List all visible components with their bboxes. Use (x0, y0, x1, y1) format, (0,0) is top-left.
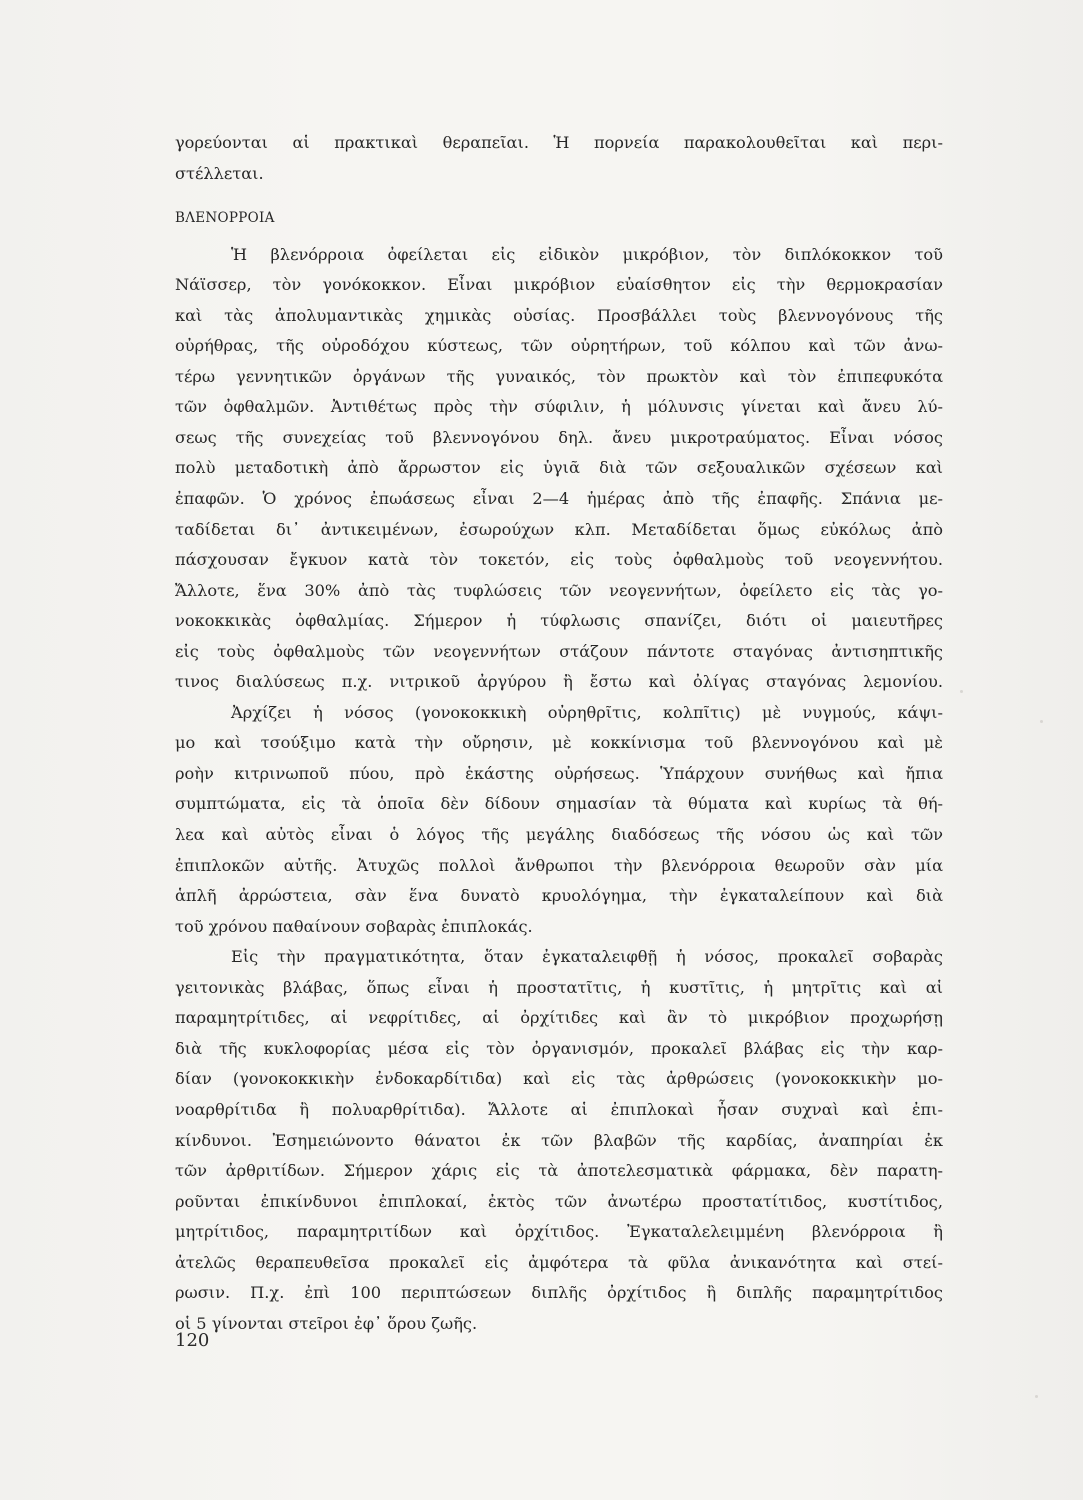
text-line: σεως τῆς συνεχείας τοῦ βλεννογόνου δηλ. ἄνευ μικροτραύματος. Εἶναι νόσος (175, 427, 943, 447)
text-line: τῶν ἀρθριτίδων. Σήμερον χάρις εἰς τὰ ἀποτελεσματικὰ φάρμακα, δὲν παρατη- (175, 1161, 943, 1181)
text-line: ἁπλῆ ἀρρώστεια, σὰν ἕνα δυνατὸ κρυολόγημα, τὴν ἐγκαταλείπουν καὶ διὰ (175, 886, 943, 906)
text-line: λεα καὶ αὐτὸς εἶναι ὁ λόγος τῆς μεγάλης διαδόσεως τῆς νόσου ὡς καὶ τῶν (175, 825, 943, 845)
text-line: μο καὶ τσούξιμο κατὰ τὴν οὔρησιν, μὲ κοκκίνισμα τοῦ βλεννογόνου καὶ μὲ (175, 733, 943, 753)
paragraph-3 (175, 942, 943, 1339)
text-line: Νάϊσσερ, τὸν γονόκοκκον. Εἶναι μικρόβιον εὐαίσθητον εἰς τὴν θερμοκρασίαν (175, 275, 943, 295)
paragraph-2 (175, 698, 943, 942)
paper-speck (960, 690, 963, 693)
text-line: ἐπιπλοκῶν αὐτῆς. Ἀτυχῶς πολλοὶ ἄνθρωποι τὴν βλενόρροια θεωροῦν σὰν μία (175, 855, 943, 875)
paper-speck (1035, 1395, 1038, 1398)
paragraph-1 (175, 240, 943, 698)
text-line: τοῦ χρόνου παθαίνουν σοβαρὰς ἐπιπλοκάς. (175, 916, 533, 936)
text-line: τέρω γεννητικῶν ὀργάνων τῆς γυναικός, τὸν πρωκτὸν καὶ τὸν ἐπιπεφυκότα (175, 366, 943, 386)
text-line: ρωσιν. Π.χ. ἐπὶ 100 περιπτώσεων διπλῆς ὀρχίτιδος ἢ διπλῆς παραμητρίτιδος (175, 1283, 943, 1303)
text-line: ροὴν κιτρινωποῦ πύου, πρὸ ἑκάστης οὐρήσεως. Ὑπάρχουν συνήθως καὶ ἤπια (175, 763, 943, 783)
text-line: οἱ 5 γίνονται στεῖροι ἐφ᾿ ὅρου ζωῆς. (175, 1313, 478, 1333)
section-heading: ΒΛΕΝΟΡΡΟΙΑ (175, 210, 275, 227)
intro-paragraph (175, 128, 943, 189)
text-line: μητρίτιδος, παραμητριτίδων καὶ ὀρχίτιδος. Ἐγκαταλελειμμένη βλενόρροια ἢ (175, 1222, 943, 1242)
text-line: Ἄλλοτε, ἕνα 30% ἀπὸ τὰς τυφλώσεις τῶν νεογεννήτων, ὀφείλετο εἰς τὰς γο- (175, 580, 943, 600)
text-line: ἀτελῶς θεραπευθεῖσα προκαλεῖ εἰς ἀμφότερα τὰ φῦλα ἀνικανότητα καὶ στεί- (175, 1252, 943, 1272)
page-number: 120 (175, 1330, 210, 1351)
text-line: νοαρθρίτιδα ἢ πολυαρθρίτιδα). Ἄλλοτε αἱ ἐπιπλοκαὶ ἦσαν συχναὶ καὶ ἐπι- (175, 1099, 943, 1119)
text-line: τῶν ὀφθαλμῶν. Ἀντιθέτως πρὸς τὴν σύφιλιν, ἡ μόλυνσις γίνεται καὶ ἄνευ λύ- (175, 397, 943, 417)
text-line: ροῦνται ἐπικίνδυνοι ἐπιπλοκαί, ἐκτὸς τῶν ἀνωτέρω προστατίτιδος, κυστίτιδος, (175, 1191, 943, 1211)
page-body-text (175, 128, 943, 1339)
text-line: τινος διαλύσεως π.χ. νιτρικοῦ ἀργύρου ἢ ἔστω καὶ ὀλίγας σταγόνας λεμονίου. (175, 672, 943, 692)
text-line: καὶ τὰς ἀπολυμαντικὰς χημικὰς οὐσίας. Προσβάλλει τοὺς βλεννογόνους τῆς (175, 305, 943, 325)
text-line: γορεύονται αἱ πρακτικαὶ θεραπεῖαι. Ἡ πορνεία παρακολουθεῖται καὶ περι- (175, 133, 943, 152)
text-line: γειτονικὰς βλάβας, ὅπως εἶναι ἡ προστατῖτις, ἡ κυστῖτις, ἡ μητρῖτις καὶ αἱ (175, 977, 943, 997)
text-line: νοκοκκικὰς ὀφθαλμίας. Σήμερον ἡ τύφλωσις σπανίζει, διότι οἱ μαιευτῆρες (175, 611, 943, 631)
text-line: δίαν (γονοκοκκικὴν ἐνδοκαρδίτιδα) καὶ εἰς τὰς ἀρθρώσεις (γονοκοκκικὴν μο- (175, 1069, 943, 1089)
text-line: οὐρήθρας, τῆς οὐροδόχου κύστεως, τῶν οὐρητήρων, τοῦ κόλπου καὶ τῶν ἀνω- (175, 336, 943, 356)
text-line: στέλλεται. (175, 163, 264, 183)
text-line: πάσχουσαν ἔγκυον κατὰ τὸν τοκετόν, εἰς τοὺς ὀφθαλμοὺς τοῦ νεογεννήτου. (175, 550, 943, 570)
text-line: συμπτώματα, εἰς τὰ ὁποῖα δὲν δίδουν σημασίαν τὰ θύματα καὶ κυρίως τὰ θή- (175, 794, 943, 814)
text-line: εἰς τοὺς ὀφθαλμοὺς τῶν νεογεννήτων στάζουν πάντοτε σταγόνας ἀντισηπτικῆς (175, 641, 943, 661)
text-line: Εἰς τὴν πραγματικότητα, ὅταν ἐγκαταλειφθῇ ἡ νόσος, προκαλεῖ σοβαρὰς (231, 947, 943, 967)
text-line: διὰ τῆς κυκλοφορίας μέσα εἰς τὸν ὀργανισμόν, προκαλεῖ βλάβας εἰς τὴν καρ- (175, 1038, 943, 1058)
text-line: κίνδυνοι. Ἐσημειώνοντο θάνατοι ἐκ τῶν βλαβῶν τῆς καρδίας, ἀναπηρίαι ἐκ (175, 1130, 943, 1150)
text-line: ἐπαφῶν. Ὁ χρόνος ἐπωάσεως εἶναι 2—4 ἡμέρας ἀπὸ τῆς ἐπαφῆς. Σπάνια με- (175, 489, 943, 509)
text-line: Ἀρχίζει ἡ νόσος (γονοκοκκικὴ οὐρηθρῖτις, κολπῖτις) μὲ νυγμούς, κάψι- (231, 702, 943, 722)
paper-speck (1040, 720, 1043, 723)
text-line: Ἡ βλενόρροια ὀφείλεται εἰς εἰδικὸν μικρόβιον, τὸν διπλόκοκκον τοῦ (231, 244, 943, 264)
text-line: ταδίδεται δι᾿ ἀντικειμένων, ἐσωρούχων κλπ. Μεταδίδεται ὅμως εὐκόλως ἀπὸ (175, 519, 943, 539)
text-line: παραμητρίτιδες, αἱ νεφρίτιδες, αἱ ὀρχίτιδες καὶ ἂν τὸ μικρόβιον προχωρήσῃ (175, 1008, 943, 1028)
text-line: πολὺ μεταδοτικὴ ἀπὸ ἄρρωστον εἰς ὑγιᾶ διὰ τῶν σεξουαλικῶν σχέσεων καὶ (175, 458, 943, 478)
